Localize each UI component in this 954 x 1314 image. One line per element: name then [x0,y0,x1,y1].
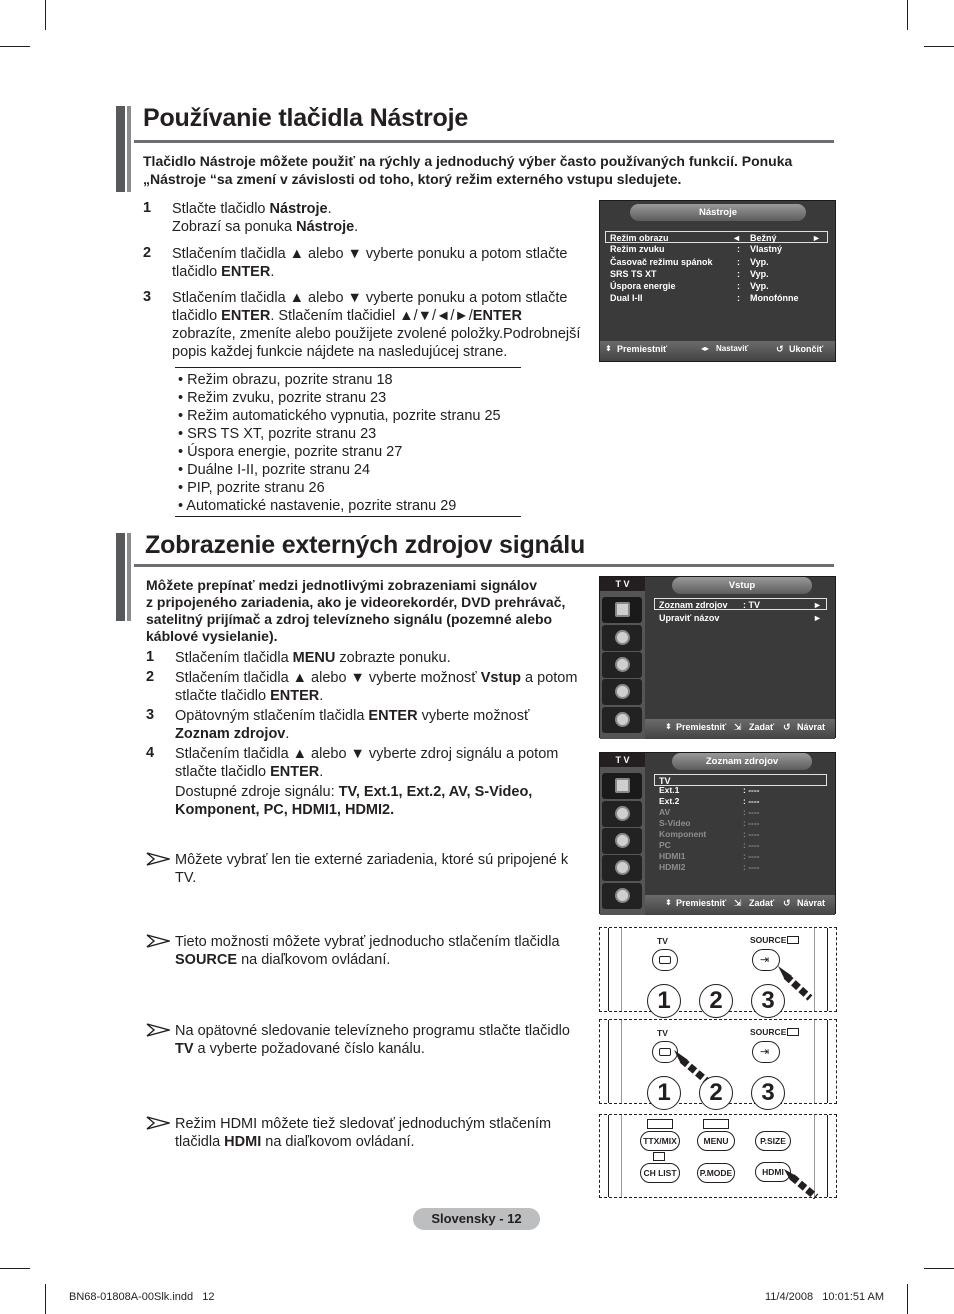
step-text: Stlačením tlačidla MENU zobrazte ponuku. [175,650,451,666]
ttx-mix-button[interactable]: TTX/MIX [640,1131,680,1151]
crop-mark [0,1268,30,1269]
heading-bars [116,106,132,192]
updown-icon: ⬍ [665,722,672,731]
menu-label-icon [703,1119,729,1129]
menu-title: Vstup [672,577,812,594]
updown-icon: ⬍ [665,898,672,907]
menu-row[interactable]: Úspora energie : Vyp. [610,281,769,291]
ref-rule-top [175,367,521,368]
step-number: 3 [146,707,155,723]
menu-row[interactable]: SRS TS XT : Vyp. [610,269,769,279]
teletext-icon [647,1119,673,1129]
updown-icon: ⬍ [605,344,612,353]
crop-mark [45,0,46,30]
crop-mark [0,46,30,47]
footer-back: Návrat [797,898,826,908]
note-text: Môžete vybrať len tie externé zariadenia, ktoré sú pripojené k TV. [175,852,569,886]
note-text: Režim HDMI môžete tiež sledovať jednoduchým stlačením tlačidla HDMI na diaľkovom ovládaní. [175,1116,552,1150]
crop-mark [924,46,954,47]
ch-list-button[interactable]: CH LIST [640,1163,680,1183]
ref-rule-bottom [175,516,521,517]
number-1-button[interactable]: 1 [647,1076,681,1110]
source-button[interactable] [752,1041,780,1063]
source-row-disabled: AV : ---- [659,807,760,817]
source-icon: ⇥ [760,954,770,966]
step-text: Stlačením tlačidla ▲ alebo ▼ vyberte ponuku a potom stlačte tlačidlo ENTER. Stlačením tlačidiel ▲/▼/◄/►/ENTER zobrazíte, zmeníte alebo použijete zvolené položky.Podrobnejší popis každej funkcie nájdete na nasledujúcej strane. [172,290,581,360]
note-text: Tieto možnosti môžete vybrať jednoducho stlačením tlačidla SOURCE na diaľkovom ovládaní. [175,934,560,968]
page-number-badge: Slovensky - 12 [413,1208,540,1230]
number-3-button[interactable]: 3 [751,984,785,1018]
number-2-button[interactable]: 2 [699,1076,733,1110]
print-slug-file: BN68-01808A-00Slk.indd 12 [69,1291,215,1303]
pointer-arrow-icon [780,1165,820,1199]
print-slug-date: 11/4/2008 10:01:51 AM [765,1291,885,1303]
hdmi-button[interactable]: HDMI [755,1162,791,1182]
chlist-label-icon [653,1152,665,1161]
enter-icon: ⇲ [734,898,742,908]
leftright-icon: ◂▸ [701,344,710,353]
menu-title: Nástroje [630,204,806,221]
step-text: Stlačte tlačidlo Nástroje. Zobrazí sa ponuka Nástroje. [172,201,359,235]
menu-footer [600,341,835,361]
note-arrow-icon [146,934,170,948]
reference-item: • Automatické nastavenie, pozrite stranu 29 [178,498,457,514]
step-number: 2 [143,245,152,261]
menu-sidebar [600,767,645,915]
section-title: Zobrazenie externých zdrojov signálu [145,531,586,559]
reference-item: • Režim obrazu, pozrite stranu 18 [178,372,393,388]
section-intro: Môžete prepínať medzi jednotlivými zobrazeniami signálov z pripojeného zariadenia, ako je videorekordér, DVD prehrávač, satelitný prijímač a zdroj televízneho signálu (pozemné alebo káblové vysielanie). [146,577,566,644]
step-text: Stlačením tlačidla ▲ alebo ▼ vyberte ponuku a potom stlačte tlačidlo ENTER. [172,246,568,280]
menu-row[interactable]: Dual I-II : Monofónne [610,293,799,303]
menu-row-selected[interactable]: Zoznam zdrojov : TV ► [654,598,827,610]
reference-item: • Duálne I-II, pozrite stranu 24 [178,462,371,478]
source-label: SOURCE [750,1027,787,1037]
tv-tab: T V [600,577,645,591]
menu-footer [645,895,835,915]
sound-icon[interactable] [602,801,642,827]
psize-button[interactable]: P.SIZE [755,1131,791,1151]
note-arrow-icon [146,1023,170,1037]
picture-icon[interactable] [602,773,642,799]
step-number: 1 [143,200,152,216]
number-1-button[interactable]: 1 [647,984,681,1018]
footer-enter: Zadať [749,722,775,732]
source-row-disabled: S-Video : ---- [659,818,760,828]
step-number: 1 [146,649,155,665]
input-menu-screen [599,576,836,738]
reference-item: • PIP, pozrite stranu 26 [178,480,325,496]
menu-footer [645,719,835,739]
source-row-selected[interactable]: TV [654,774,827,786]
menu-sidebar [600,591,645,739]
footer-adjust: Nastaviť [716,344,749,353]
menu-title: Zoznam zdrojov [672,753,812,770]
source-label-icon [787,936,799,944]
tv-label: TV [657,936,668,946]
step-text: Stlačením tlačidla ▲ alebo ▼ vyberte zdroj signálu a potom stlačte tlačidlo ENTER. [175,746,559,780]
remote-illustration-hdmi [599,1114,837,1198]
reference-item: • Úspora energie, pozrite stranu 27 [178,444,403,460]
note-text: Na opätovné sledovanie televízneho programu stlačte tlačidlo TV a vyberte požadované číslo kanálu. [175,1023,570,1057]
source-row-disabled: Komponent : ---- [659,829,760,839]
reference-item: • SRS TS XT, pozrite stranu 23 [178,426,377,442]
menu-button[interactable]: MENU [697,1131,735,1151]
pmode-button[interactable]: P.MODE [697,1163,735,1183]
heading-rule [134,140,834,143]
reference-list [178,371,523,515]
crop-mark [45,1284,46,1314]
step-number: 2 [146,669,155,685]
reference-item: • Režim automatického vypnutia, pozrite stranu 25 [178,408,501,424]
tv-button[interactable] [652,949,678,971]
step-number: 4 [146,745,155,761]
footer-exit: Ukončiť [789,344,824,354]
note-arrow-icon [146,852,170,866]
footer-enter: Zadať [749,898,775,908]
reference-item: • Režim zvuku, pozrite stranu 23 [178,390,387,406]
number-2-button[interactable]: 2 [699,984,733,1018]
source-list-screen [599,752,836,914]
return-icon: ↺ [783,722,791,732]
footer-move: Premiestniť [617,344,668,354]
crop-mark [907,1284,908,1314]
return-icon: ↺ [783,898,791,908]
menu-row[interactable]: Režim zvuku : Vlastný [610,244,783,254]
enter-icon: ⇲ [734,722,742,732]
sound-icon[interactable] [602,625,642,651]
picture-icon[interactable] [602,597,642,623]
number-3-button[interactable]: 3 [751,1076,785,1110]
heading-bars [116,533,132,621]
input-icon[interactable] [602,707,642,733]
source-row-disabled: HDMI1 : ---- [659,851,760,861]
note-arrow-icon [146,1116,170,1130]
return-icon: ↺ [776,344,784,354]
source-row[interactable]: Ext.2 : ---- [659,796,760,806]
crop-mark [924,1268,954,1269]
menu-row[interactable]: Upraviť názov ► [659,613,822,623]
channel-icon[interactable] [602,652,642,678]
source-row-disabled: PC : ---- [659,840,760,850]
step-text: Opätovným stlačením tlačidla ENTER vyberte možnosť Zoznam zdrojov. [175,708,530,742]
source-row[interactable]: Ext.1 : ---- [659,785,760,795]
footer-move: Premiestniť [676,722,727,732]
source-label: SOURCE [750,935,787,945]
section-title: Používanie tlačidla Nástroje [143,104,469,132]
tools-menu-screen [599,200,836,362]
setup-icon[interactable] [602,679,642,705]
step-number: 3 [143,289,152,305]
footer-back: Návrat [797,722,826,732]
heading-rule [134,564,834,567]
tv-tab: T V [600,753,645,767]
section-intro: Tlačidlo Nástroje môžete použiť na rýchly a jednoduchý výber často používaných funkcií. Ponuka „Nástroje “sa zmení v závislosti od toho, ktorý režim externého vstupu sledujete. [143,153,793,187]
tv-label: TV [657,1028,668,1038]
source-icon: ⇥ [760,1046,770,1058]
footer-move: Premiestniť [676,898,727,908]
source-label-icon [787,1028,799,1036]
step-sources-text: Dostupné zdroje signálu: TV, Ext.1, Ext.2, AV, S-Video, Komponent, PC, HDMI1, HDMI2. [175,784,533,818]
remote-illustration-tv [599,1019,837,1104]
menu-row-selected[interactable]: Režim obrazu ◄ Bežný ► [605,231,828,243]
input-icon[interactable] [602,883,642,909]
remote-illustration-source [599,927,837,1012]
channel-icon[interactable] [602,828,642,854]
source-row-disabled: HDMI2 : ---- [659,862,760,872]
crop-mark [907,0,908,30]
step-text: Stlačením tlačidla ▲ alebo ▼ vyberte možnosť Vstup a potom stlačte tlačidlo ENTER. [175,670,578,704]
menu-row[interactable]: Časovač režimu spánok : Vyp. [610,257,769,267]
setup-icon[interactable] [602,855,642,881]
